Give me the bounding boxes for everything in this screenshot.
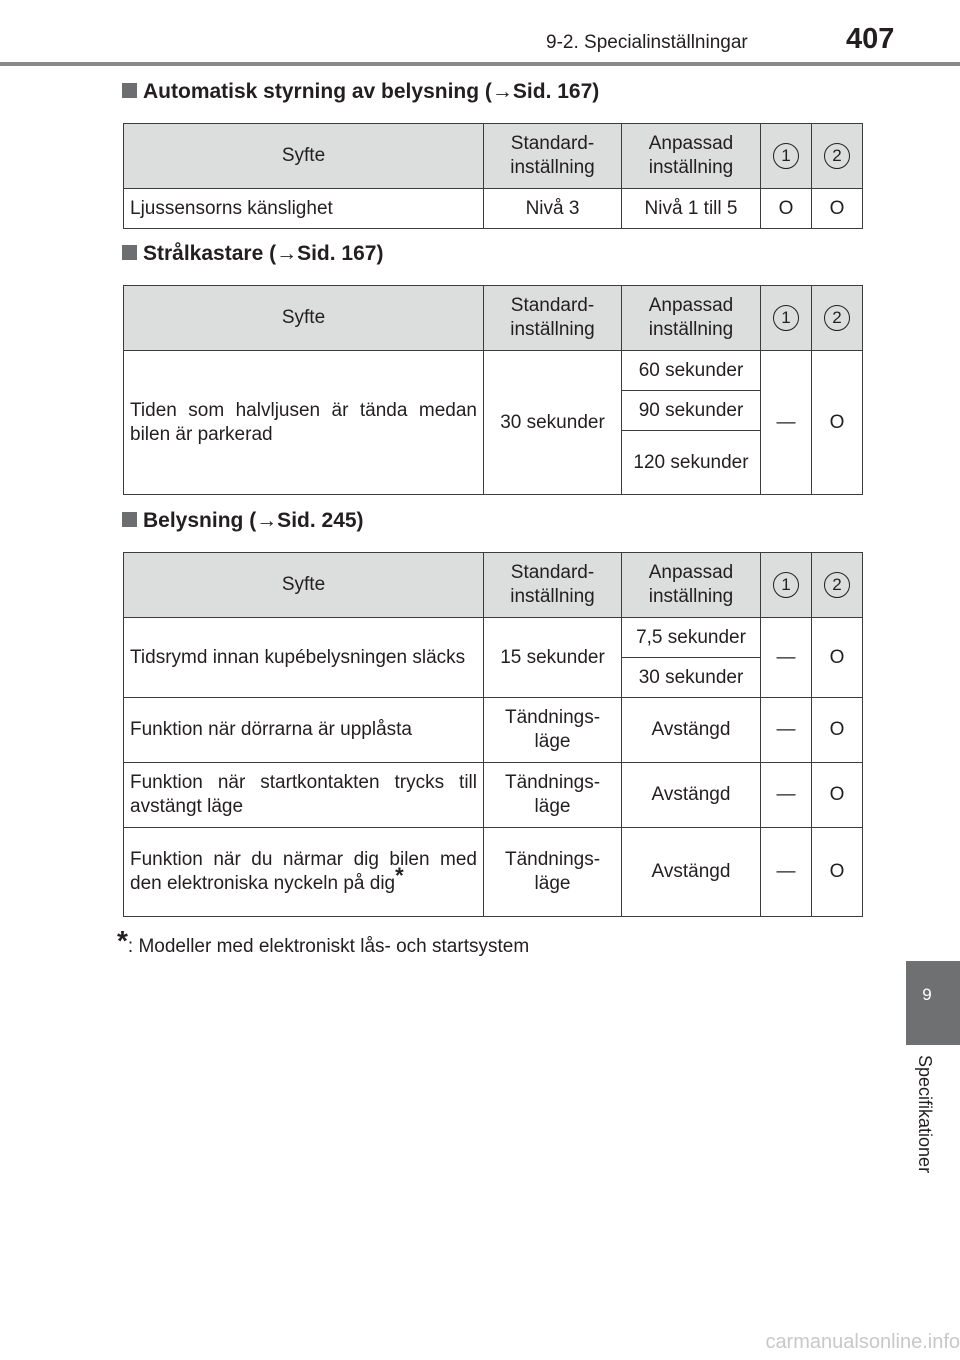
cell-custom: Nivå 1 till 5 <box>622 189 761 229</box>
cell-c1: — <box>761 763 812 828</box>
cell-default: Nivå 3 <box>484 189 622 229</box>
table-header-row <box>124 286 863 351</box>
cell-purpose: Ljussensorns känslighet <box>124 189 484 229</box>
col-default: Standard-inställning <box>484 553 622 618</box>
cell-custom-option: 90 sekunder <box>622 391 761 431</box>
cell-purpose: Funktion när startkontakten trycks till avstängt läge <box>124 763 484 828</box>
cell-default: Tändnings-läge <box>484 828 622 917</box>
cell-purpose-text: Funktion när du närmar dig bilen med den elektroniska nyckeln på dig <box>130 849 477 894</box>
cell-c1: — <box>761 698 812 763</box>
watermark: carmanualsonline.info <box>765 1331 960 1353</box>
col-purpose: Syfte <box>124 124 484 189</box>
cell-c2: O <box>812 189 863 229</box>
table-row <box>124 698 863 763</box>
col-1 <box>761 553 812 618</box>
col-purpose: Syfte <box>124 286 484 351</box>
circled-2-icon: 2 <box>824 305 850 331</box>
square-bullet-icon <box>122 245 137 260</box>
table-row <box>124 763 863 828</box>
cell-custom-option: 120 sekunder <box>622 431 761 495</box>
section-heading-headlights <box>122 239 383 269</box>
circled-2-icon: 2 <box>824 572 850 598</box>
circled-1-icon: 1 <box>773 305 799 331</box>
cell-custom-option: 30 sekunder <box>622 658 761 698</box>
cell-c2: O <box>812 618 863 698</box>
settings-table-lighting <box>123 552 863 917</box>
square-bullet-icon <box>122 512 137 527</box>
cell-purpose: Tiden som halvljusen är tända medan bilen är parkerad <box>124 351 484 495</box>
section-heading-lighting <box>122 506 364 536</box>
cell-c2: O <box>812 828 863 917</box>
col-1 <box>761 124 812 189</box>
table-row <box>124 828 863 917</box>
cell-c1: — <box>761 828 812 917</box>
col-custom: Anpassad inställning <box>622 553 761 618</box>
table-header-row <box>124 553 863 618</box>
cell-default: 30 sekunder <box>484 351 622 495</box>
cell-default: Tändnings-läge <box>484 698 622 763</box>
table-header-row <box>124 124 863 189</box>
cell-purpose: Funktion när dörrarna är upplåsta <box>124 698 484 763</box>
col-purpose: Syfte <box>124 553 484 618</box>
section-heading-text: Belysning (→Sid. 245) <box>143 509 364 532</box>
col-2 <box>812 286 863 351</box>
footnote-star: * <box>117 925 128 956</box>
page-number: 407 <box>846 23 895 55</box>
col-custom: Anpassad inställning <box>622 286 761 351</box>
section-heading-text: Strålkastare (→Sid. 167) <box>143 242 384 265</box>
cell-c1: O <box>761 189 812 229</box>
cell-custom: Avstängd <box>622 698 761 763</box>
cell-custom-option: 60 sekunder <box>622 351 761 391</box>
header-rule <box>0 62 960 66</box>
cell-default: Tändnings-läge <box>484 763 622 828</box>
cell-c2: O <box>812 763 863 828</box>
chapter-tab-label: Specifikationer <box>915 1055 935 1174</box>
col-default: Standard-inställning <box>484 286 622 351</box>
cell-purpose: Tidsrymd innan kupébelysningen släcks <box>124 618 484 698</box>
col-2 <box>812 124 863 189</box>
cell-default: 15 sekunder <box>484 618 622 698</box>
cell-c1: — <box>761 351 812 495</box>
section-heading-auto-lighting <box>122 77 599 107</box>
cell-custom: Avstängd <box>622 763 761 828</box>
col-2 <box>812 553 863 618</box>
cell-purpose <box>124 828 484 917</box>
col-1 <box>761 286 812 351</box>
footnote-text: : Modeller med elektroniskt lås- och startsystem <box>127 936 530 957</box>
cell-c2: O <box>812 351 863 495</box>
settings-table-headlights <box>123 285 863 495</box>
section-heading-text: Automatisk styrning av belysning (→Sid. 167) <box>143 80 600 103</box>
cell-c1: — <box>761 618 812 698</box>
col-custom: Anpassad inställning <box>622 124 761 189</box>
circled-1-icon: 1 <box>773 143 799 169</box>
table-row <box>124 351 863 391</box>
cell-custom: Avstängd <box>622 828 761 917</box>
square-bullet-icon <box>122 83 137 98</box>
chapter-tab-number: 9 <box>922 985 932 1004</box>
circled-1-icon: 1 <box>773 572 799 598</box>
col-default: Standard-inställning <box>484 124 622 189</box>
table-row <box>124 189 863 229</box>
footnote <box>117 925 737 960</box>
cell-custom-option: 7,5 sekunder <box>622 618 761 658</box>
circled-2-icon: 2 <box>824 143 850 169</box>
footnote-marker: * <box>395 863 404 888</box>
table-row <box>124 618 863 658</box>
running-header: 9-2. Specialinställningar <box>546 32 748 53</box>
cell-c2: O <box>812 698 863 763</box>
settings-table-auto-lighting <box>123 123 863 229</box>
